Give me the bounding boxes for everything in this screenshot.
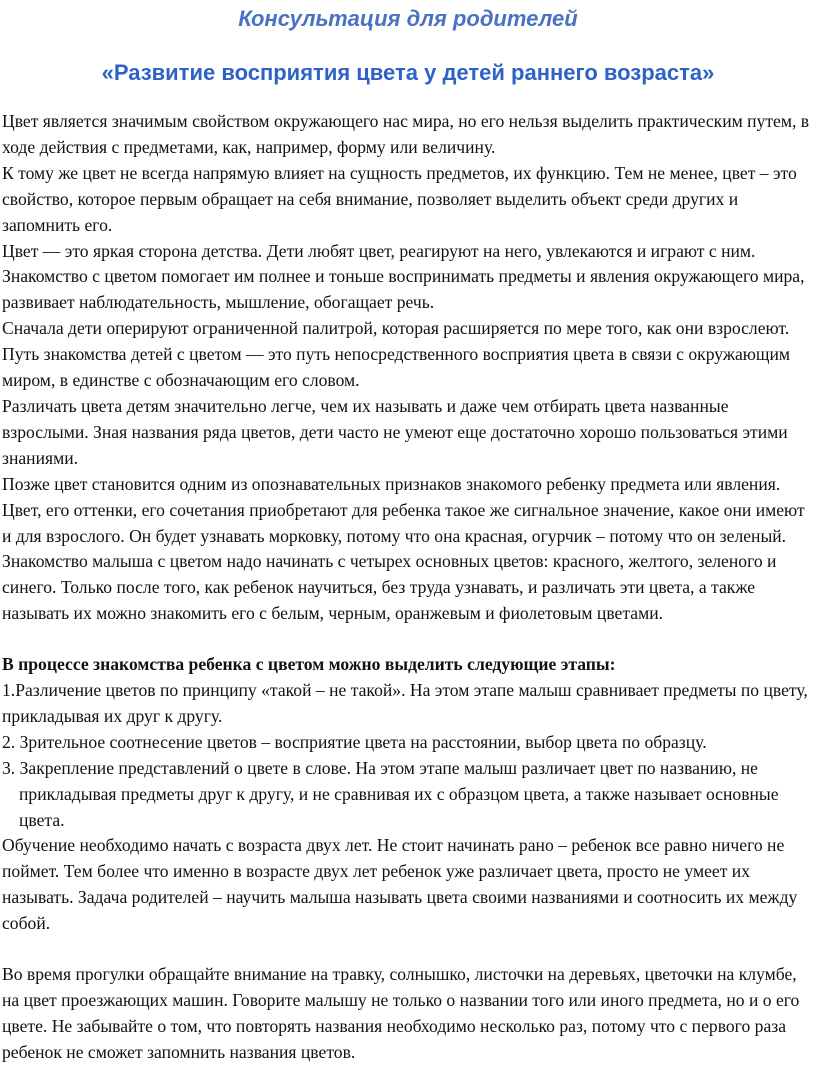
document-subtitle: «Развитие восприятия цвета у детей раннего возраста» [101,60,715,85]
stage-item-1: 1.Различение цветов по принципу «такой – не такой». На этом этапе малыш сравнивает предметы по цвету, прикладывая их друг к другу. [2,680,808,726]
paragraph-7: Знакомство малыша с цветом надо начинать с четырех основных цветов: красного, желтого, зеленого и синего. Только после того, как ребенок научиться, без труда узнавать, и различать эти цвета, а также называть их можно знакомить его с белым, черным, оранжевым и фиолетовым цветами. [2,551,777,624]
paragraph-walk-advice: Во время прогулки обращайте внимание на травку, солнышко, листочки на деревьях, цветочки на клумбе, на цвет проезжающих машин. Говорите малышу не только о названии того или иного предмета, но и о его цвете. Не забывайте о том, что повторять названия необходимо несколько раз, потому что с первого раза ребенок не сможет запомнить названия цветов. [2,964,800,1062]
document-body [2,109,814,1066]
paragraph-after-stages: Обучение необходимо начать с возраста двух лет. Не стоит начинать рано – ребенок все равно ничего не поймет. Тем более что именно в возрасте двух лет ребенок уже различает цвета, просто не умеет их называть. Задача родителей – научить малыша называть цвета своими названиями и соотносить их между собой. [2,835,798,934]
document-title: Консультация для родителей [238,6,578,31]
paragraph-2: К тому же цвет не всегда напрямую влияет на сущность предметов, их функцию. Тем не менее, цвет – это свойство, которое первым обращает на себя внимание, позволяет выделить объект среди других и запомнить его. [2,162,797,235]
paragraph-6: Позже цвет становится одним из опознавательных признаков знакомого ребенку предмета или явления. Цвет, его оттенки, его сочетания приобретают для ребенка такое же сигнальное значение, какое они имеют и для взрослого. Он будет узнавать морковку, потому что она красная, огурчик – потому что он зеленый. [2,473,805,546]
paragraph-3: Цвет — это яркая сторона детства. Дети любят цвет, реагируют на него, увлекаются и играют с ним. Знакомство с цветом помогает им полнее и тоньше воспринимать предметы и явления окружающего мира, развивает наблюдательность, мышление, обогащает речь. [2,240,805,313]
paragraph-1: Цвет является значимым свойством окружающего нас мира, но его нельзя выделить практическим путем, в ходе действия с предметами, как, например, форму или величину. [2,111,810,157]
paragraph-4: Сначала дети оперируют ограниченной палитрой, которая расширяется по мере того, как они взрослеют. Путь знакомства детей с цветом — это путь непосредственного восприятия цвета в связи с окружающим миром, в единстве с обозначающим его словом. [2,318,791,391]
stages-heading: В процессе знакомства ребенка с цветом можно выделить следующие этапы: [2,654,616,675]
paragraph-5: Различать цвета детям значительно легче, чем их называть и даже чем отбирать цвета названные взрослыми. Зная названия ряда цветов, дети часто не умеют еще достаточно хорошо пользоваться этими знаниями. [2,395,788,468]
stage-item-2: 2. Зрительное соотнесение цветов – восприятие цвета на расстоянии, выбор цвета по образцу. [2,731,707,752]
blank-line [2,627,814,652]
stage-item-3: 3. Закрепление представлений о цвете в слове. На этом этапе малыш различает цвет по названию, не прикладывая предметы друг к другу, и не сравнивая их с образцом цвета, а также называет основные цвета. [2,757,779,830]
blank-line [2,937,814,962]
